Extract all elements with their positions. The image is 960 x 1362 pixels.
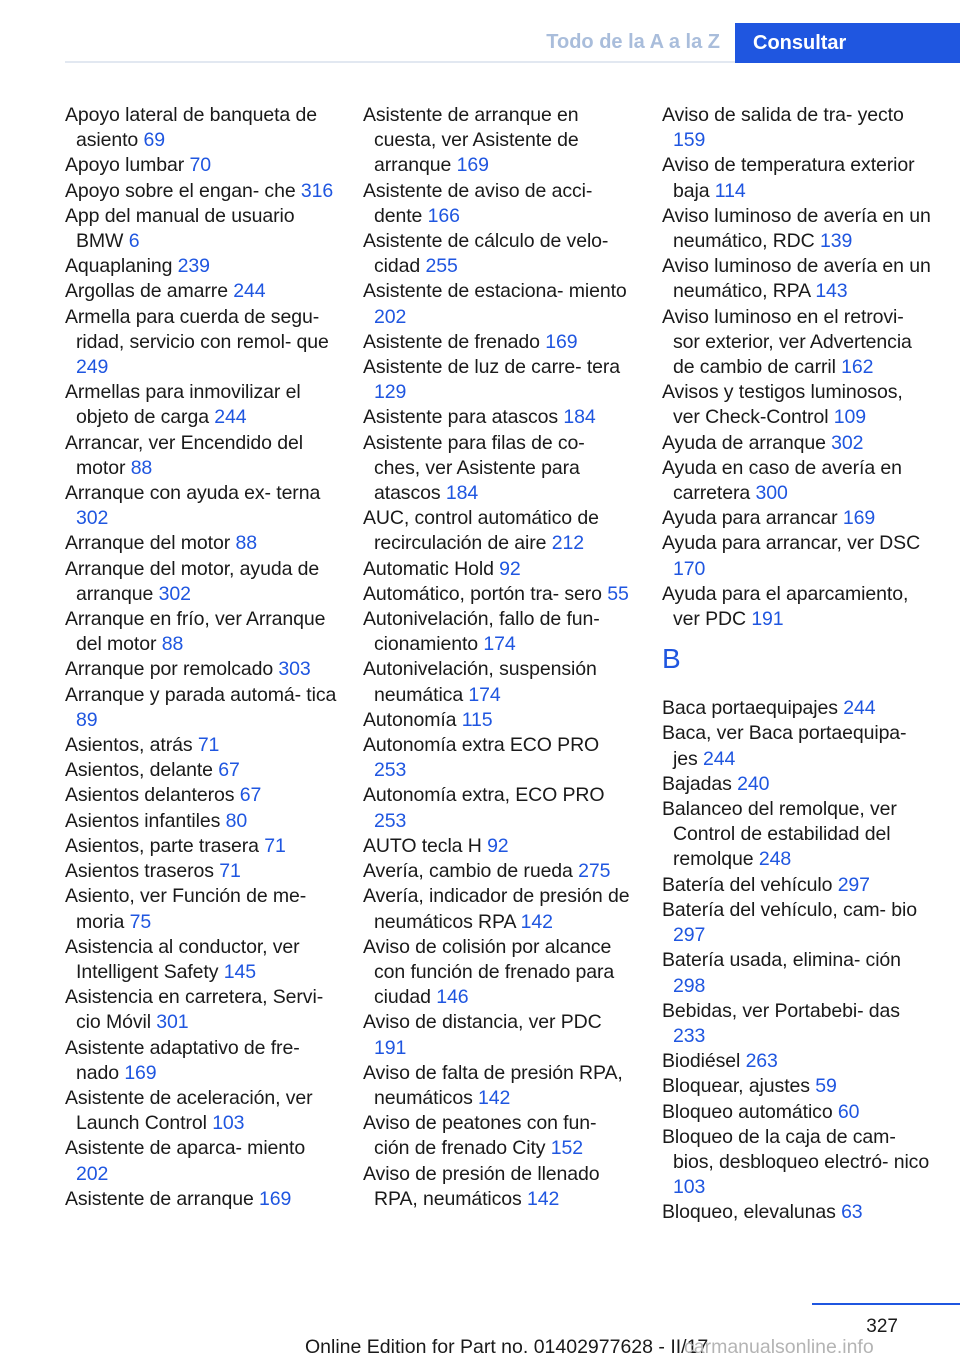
index-entry	[65, 985, 337, 1035]
index-entry	[363, 506, 635, 556]
index-entry	[662, 1049, 934, 1074]
index-entry	[65, 305, 337, 381]
page-link[interactable]: 191	[751, 608, 784, 631]
page-link[interactable]: 145	[223, 960, 256, 983]
index-entry	[662, 1200, 934, 1225]
page-link[interactable]: 212	[551, 532, 584, 555]
entry-term: Batería usada, elimina‐ ción	[662, 949, 901, 972]
page-link[interactable]: 129	[374, 381, 407, 404]
index-entry	[662, 103, 934, 153]
index-entry	[65, 859, 337, 884]
page-link[interactable]: 114	[714, 179, 746, 202]
index-entry	[65, 1187, 337, 1212]
page-link[interactable]: 169	[545, 330, 578, 353]
entry-term: Armellas para inmovilizar el objeto de carga	[65, 381, 301, 429]
page-link[interactable]: 92	[487, 834, 509, 857]
entry-term: Asistente de arranque en cuesta, ver Asistente de arranque	[363, 104, 579, 177]
index-entry	[363, 935, 635, 1011]
page-link[interactable]: 63	[841, 1201, 863, 1224]
entry-term: Automático, portón tra‐ sero	[363, 582, 602, 605]
page-link[interactable]: 88	[235, 532, 257, 555]
entry-term: Baca, ver Baca portaequipa‐ jes	[662, 722, 907, 770]
index-entry	[662, 582, 934, 632]
index-entry	[662, 797, 934, 873]
index-entry	[662, 1074, 934, 1099]
page-link[interactable]: 202	[374, 305, 407, 328]
page-number: 327	[866, 1316, 898, 1337]
footer-rule	[812, 1303, 960, 1305]
page-link[interactable]: 142	[520, 910, 553, 933]
index-entry	[363, 405, 635, 430]
page-link[interactable]: 103	[212, 1112, 245, 1135]
page-link[interactable]: 169	[124, 1061, 157, 1084]
index-entry	[662, 254, 934, 304]
page-link[interactable]: 103	[673, 1176, 706, 1199]
page-link[interactable]: 302	[76, 507, 109, 530]
entry-term: Biodiésel	[662, 1050, 741, 1073]
index-entry	[662, 204, 934, 254]
entry-term: Autonivelación, suspensión neumática	[363, 658, 597, 706]
page-link[interactable]: 184	[563, 406, 596, 429]
index-entry	[662, 1100, 934, 1125]
index-entry	[65, 1036, 337, 1086]
index-entry	[363, 607, 635, 657]
index-entry	[363, 1162, 635, 1212]
page-link[interactable]: 248	[758, 848, 792, 871]
page-link[interactable]: 302	[158, 582, 191, 605]
page-link[interactable]: 255	[425, 255, 458, 278]
page-link[interactable]: 244	[233, 280, 266, 303]
page-link[interactable]: 142	[478, 1086, 511, 1109]
page-link[interactable]: 55	[607, 582, 629, 605]
page-link[interactable]: 233	[673, 1024, 706, 1047]
page-link[interactable]: 70	[189, 154, 211, 177]
entry-term: AUC, control automático de recirculación de aire	[363, 507, 599, 555]
page-link[interactable]: 316	[300, 179, 334, 202]
entry-term: Ayuda en caso de avería en carretera	[662, 456, 902, 505]
index-entry	[363, 859, 635, 884]
page-link[interactable]: 297	[837, 873, 870, 896]
page-link[interactable]: 88	[130, 456, 153, 479]
page-link[interactable]: 303	[278, 658, 311, 681]
entry-term: Asientos infantiles	[65, 809, 221, 832]
entry-term: Arranque en frío, ver Arranque del motor	[65, 608, 326, 656]
page-link[interactable]: 298	[673, 974, 706, 997]
entry-term: Ayuda para arrancar, ver DSC	[662, 532, 921, 555]
page-link[interactable]: 169	[842, 507, 876, 530]
entry-term: Autonomía extra, ECO PRO	[363, 784, 605, 807]
index-column-2	[363, 103, 635, 1212]
index-entry	[65, 179, 337, 204]
page-link[interactable]: 170	[673, 557, 706, 580]
entry-term: Arranque y parada automá‐ tica	[65, 683, 337, 706]
index-entry	[363, 657, 635, 707]
entry-term: Avería, indicador de presión de neumáticos RPA	[363, 885, 630, 933]
index-entry	[363, 355, 635, 405]
page-link[interactable]: 244	[843, 697, 876, 720]
entry-term: Aviso luminoso de avería en un neumático, RDC	[662, 204, 931, 253]
entry-term: Asistente adaptativo de fre‐ nado	[65, 1036, 300, 1084]
entry-term: Arrancar, ver Encendido del motor	[65, 431, 303, 479]
entry-term: Automatic Hold	[363, 557, 494, 580]
index-entry	[65, 884, 337, 934]
entry-term: Asistencia al conductor, ver Intelligent Safety	[65, 935, 300, 983]
entry-term: Ayuda para el aparcamiento, ver PDC	[662, 582, 909, 631]
entry-term: Aviso de temperatura exterior baja	[662, 154, 915, 202]
index-entry	[363, 1010, 635, 1060]
page-link[interactable]: 59	[815, 1075, 837, 1098]
edition-note: Online Edition for Part no. 01402977628 - II/17	[305, 1336, 709, 1358]
entry-term: Bloqueo, elevalunas	[662, 1201, 836, 1224]
index-entry	[65, 557, 337, 607]
index-entry	[363, 884, 635, 934]
index-entry	[662, 456, 934, 506]
entry-term: Arranque del motor	[65, 532, 231, 555]
entry-term: Argollas de amarre	[65, 280, 228, 303]
entry-term: Bajadas	[662, 772, 732, 795]
index-entry	[662, 999, 934, 1049]
index-entry	[662, 1125, 934, 1201]
index-entry	[65, 758, 337, 783]
entry-term: Baca portaequipajes	[662, 697, 838, 720]
index-entry	[65, 809, 337, 834]
page-link[interactable]: 301	[156, 1011, 189, 1034]
index-entry	[65, 783, 337, 808]
page-link[interactable]: 244	[702, 747, 736, 770]
index-entry	[662, 506, 934, 531]
page-link[interactable]: 6	[128, 230, 140, 253]
index-entry	[65, 607, 337, 657]
page-link[interactable]: 143	[815, 280, 848, 303]
index-entry	[662, 531, 934, 581]
page-link[interactable]: 152	[550, 1137, 584, 1160]
page-link[interactable]: 239	[177, 255, 210, 278]
entry-term: Asistente de frenado	[363, 330, 540, 353]
entry-term: Asientos, delante	[65, 759, 213, 782]
index-entry	[65, 1086, 337, 1136]
index-entry	[65, 1136, 337, 1186]
page-link[interactable]: 71	[219, 860, 241, 883]
entry-term: Apoyo sobre el engan‐ che	[65, 179, 296, 202]
page-link[interactable]: 69	[143, 129, 166, 152]
page-link[interactable]: 166	[427, 204, 460, 227]
entry-term: Batería del vehículo	[662, 873, 833, 896]
index-entry	[662, 153, 934, 203]
page-link[interactable]: 302	[831, 431, 864, 454]
entry-term: Asistente de luz de carre‐ tera	[363, 356, 621, 379]
entry-term: Autonivelación, fallo de fun‐ cionamiento	[363, 608, 600, 656]
entry-term: Aquaplaning	[65, 255, 173, 278]
page-link[interactable]: 300	[755, 482, 788, 505]
page-link[interactable]: 169	[456, 154, 489, 177]
page-link[interactable]: 92	[499, 557, 521, 580]
page-link[interactable]: 67	[239, 784, 262, 807]
entry-term: Aviso de colisión por alcance con función de frenado para ciudad	[363, 935, 615, 1009]
index-entry	[363, 708, 635, 733]
watermark: carmanualsonline.info	[684, 1336, 874, 1358]
entry-term: Asientos delanteros	[65, 784, 235, 807]
page-link[interactable]: 109	[833, 406, 867, 429]
entry-term: Avisos y testigos luminosos, ver Check-Control	[662, 381, 903, 429]
entry-term: Apoyo lateral de banqueta de asiento	[65, 104, 317, 152]
entry-term: Autonomía	[363, 708, 457, 731]
index-entry	[65, 733, 337, 758]
entry-term: Armella para cuerda de segu‐ ridad, servicio con remol‐ que	[65, 305, 329, 353]
entry-term: Bloqueo automático	[662, 1100, 833, 1123]
page-link[interactable]: 88	[161, 633, 184, 656]
entry-term: Apoyo lumbar	[65, 154, 185, 177]
entry-term: Asistente de aceleración, ver Launch Control	[65, 1086, 313, 1135]
index-entry	[65, 279, 337, 304]
index-entry	[363, 834, 635, 859]
entry-term: Asientos, parte trasera	[65, 834, 259, 857]
index-entry	[363, 783, 635, 833]
index-entry	[65, 481, 337, 531]
index-entry	[662, 696, 934, 721]
page-link[interactable]: 253	[374, 809, 407, 832]
index-entry	[662, 305, 934, 381]
page-link[interactable]: 89	[76, 708, 98, 731]
entry-term: Autonomía extra ECO PRO	[363, 734, 600, 757]
page-link[interactable]: 275	[578, 860, 611, 883]
page-link[interactable]: 159	[673, 129, 706, 152]
page-link[interactable]: 75	[129, 910, 152, 933]
entry-term: Aviso de presión de llenado RPA, neumáticos	[363, 1162, 600, 1210]
entry-term: Ayuda para arrancar	[662, 507, 838, 530]
entry-term: Asistente de cálculo de velo‐ cidad	[363, 230, 609, 278]
index-entry	[65, 531, 337, 556]
entry-term: Arranque por remolcado	[65, 658, 274, 681]
entry-term: Asistente de aparca‐ miento	[65, 1137, 306, 1160]
index-entry	[65, 204, 337, 254]
index-entry	[65, 431, 337, 481]
page-link[interactable]: 202	[76, 1162, 109, 1185]
index-entry	[662, 721, 934, 771]
page-link[interactable]: 169	[259, 1187, 292, 1210]
index-column-3	[662, 103, 934, 1226]
page-link[interactable]: 253	[374, 759, 407, 782]
index-entry	[662, 431, 934, 456]
entry-term: App del manual de usuario BMW	[65, 204, 295, 253]
index-entry	[662, 873, 934, 898]
page-link[interactable]: 174	[483, 633, 516, 656]
page-link[interactable]: 71	[197, 734, 220, 757]
entry-term: Ayuda de arranque	[662, 431, 826, 454]
entry-term: Asientos, atrás	[65, 734, 193, 757]
entry-term: Asientos traseros	[65, 860, 214, 883]
index-entry	[662, 898, 934, 948]
index-entry	[65, 683, 337, 733]
entry-term: Balanceo del remolque, ver Control de estabilidad del remolque	[662, 798, 897, 871]
index-entry	[363, 330, 635, 355]
index-entry	[662, 948, 934, 998]
index-entry	[363, 557, 635, 582]
entry-term: Bloqueo de la caja de cam‐ bios, desbloqueo electró‐ nico	[662, 1125, 930, 1173]
entry-term: Aviso luminoso en el retrovi‐ sor exterior, ver Advertencia de cambio de carril	[662, 305, 912, 379]
index-entry	[363, 229, 635, 279]
entry-term: Asistencia en carretera, Servi‐ cio Móvil	[65, 986, 324, 1034]
page-link[interactable]: 80	[225, 809, 248, 832]
entry-term: Asistente de estaciona‐ miento	[363, 280, 627, 303]
section-letter: B	[662, 643, 681, 675]
page-link[interactable]: 191	[374, 1036, 407, 1059]
page-link[interactable]: 240	[737, 772, 770, 795]
section-title: Todo de la A a la Z	[546, 31, 720, 53]
entry-term: Asistente de aviso de acci‐ dente	[363, 179, 593, 227]
index-entry	[65, 935, 337, 985]
page-link[interactable]: 249	[76, 356, 109, 379]
index-entry	[363, 733, 635, 783]
index-entry	[363, 279, 635, 329]
page-link[interactable]: 139	[819, 230, 853, 253]
entry-term: Asistente de arranque	[65, 1187, 254, 1210]
entry-term: Bebidas, ver Portabebi‐ das	[662, 999, 900, 1022]
index-entry	[363, 1061, 635, 1111]
page-link[interactable]: 67	[218, 759, 240, 782]
index-entry	[363, 103, 635, 179]
entry-term: Asistente para atascos	[363, 406, 559, 429]
index-entry	[65, 380, 337, 430]
index-entry	[65, 657, 337, 682]
index-entry	[363, 582, 635, 607]
page-link[interactable]: 60	[837, 1100, 860, 1123]
entry-term: Aviso de peatones con fun‐ ción de frenado City	[363, 1112, 597, 1160]
page-link[interactable]: 71	[264, 834, 286, 857]
page-link[interactable]: 184	[445, 482, 479, 505]
index-entry	[65, 834, 337, 859]
index-entry	[65, 153, 337, 178]
entry-term: Arranque del motor, ayuda de arranque	[65, 557, 320, 605]
section-tab[interactable]: Consultar	[735, 23, 960, 63]
index-entry	[662, 380, 934, 430]
entry-term: Asiento, ver Función de me‐ moria	[65, 885, 307, 933]
index-entry	[363, 431, 635, 507]
entry-term: Aviso de falta de presión RPA, neumáticos	[363, 1061, 623, 1109]
index-entry	[363, 1111, 635, 1161]
page-link[interactable]: 297	[673, 924, 706, 947]
page-link[interactable]: 263	[745, 1050, 778, 1073]
index-entry	[65, 254, 337, 279]
entry-term: Bloquear, ajustes	[662, 1075, 810, 1098]
index-entry	[363, 179, 635, 229]
index-entry	[65, 103, 337, 153]
page-link[interactable]: 142	[527, 1187, 560, 1210]
index-entry	[662, 772, 934, 797]
entry-term: Aviso luminoso de avería en un neumático, RPA	[662, 255, 931, 303]
entry-term: AUTO tecla H	[363, 834, 482, 857]
entry-term: Aviso de salida de tra‐ yecto	[662, 104, 904, 126]
entry-term: Aviso de distancia, ver PDC	[363, 1011, 602, 1034]
page-link[interactable]: 115	[461, 708, 493, 731]
page-link[interactable]: 244	[214, 406, 247, 429]
page-link[interactable]: 162	[841, 356, 874, 379]
entry-term: Asistente para filas de co‐ ches, ver Asistente para atascos	[363, 431, 585, 505]
index-column-1	[65, 103, 337, 1212]
page-link[interactable]: 174	[468, 683, 501, 706]
entry-term: Batería del vehículo, cam‐ bio	[662, 898, 917, 921]
entry-term: Avería, cambio de rueda	[363, 860, 573, 883]
entry-term: Arranque con ayuda ex‐ terna	[65, 482, 321, 505]
page-link[interactable]: 146	[436, 986, 469, 1009]
